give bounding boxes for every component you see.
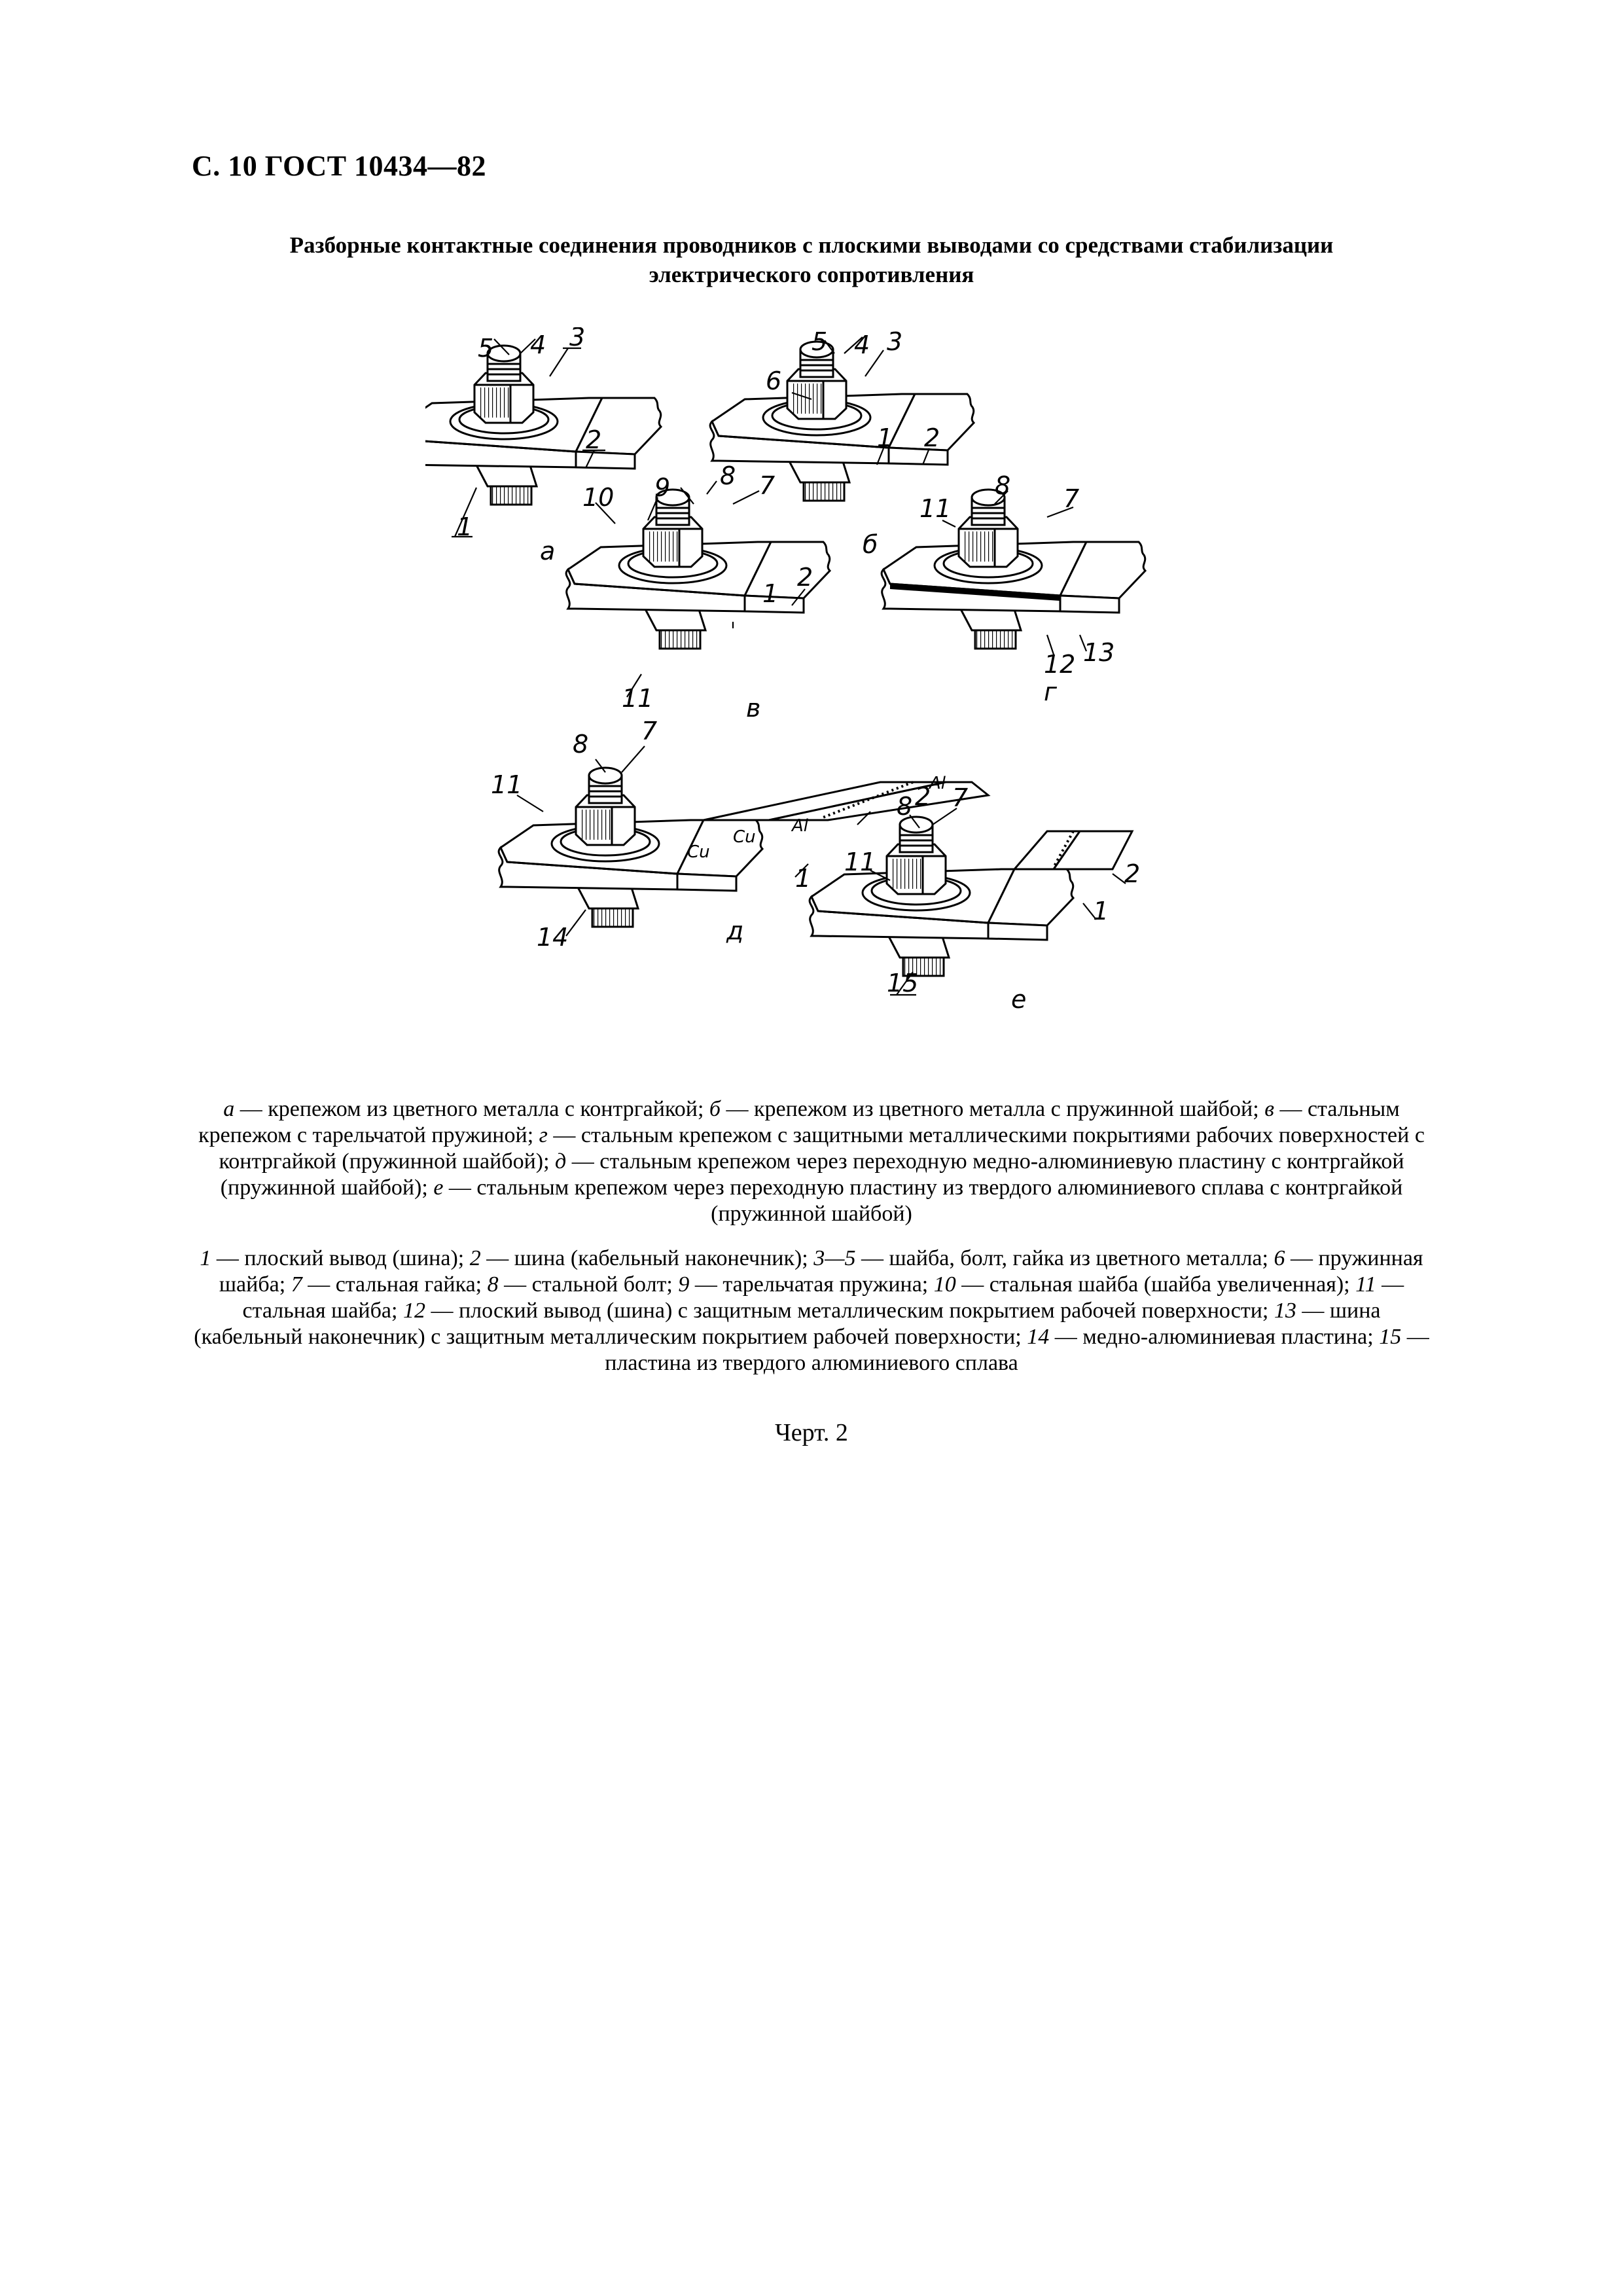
part-number-1-c: 1 [762, 579, 779, 608]
part-legend-key: 9 [678, 1272, 690, 1297]
part-legend-text: — стальная гайка; [302, 1272, 488, 1297]
part-number-7-e: 7 [641, 717, 658, 745]
view-caption-key: г [539, 1123, 548, 1147]
view-label-c: в [746, 694, 761, 723]
part-legend-text: — плоский вывод (шина) с защитным металлическим покрытием рабочей поверхности; [425, 1299, 1274, 1323]
part-number-7: 7 [759, 471, 776, 500]
part-number-8-f: 8 [897, 792, 913, 821]
view-caption-text: — крепежом из цветного металла с контргайкой; [234, 1097, 709, 1121]
view-label-d: г [1044, 677, 1057, 706]
part-number-3: 3 [569, 327, 586, 351]
part-number-4: 4 [530, 331, 546, 359]
view-caption-key: в [1264, 1097, 1274, 1121]
figure-title-line-2: электрического сопротивления [649, 262, 974, 287]
part-number-1: 1 [457, 512, 473, 541]
part-number-4-b: 4 [854, 331, 870, 359]
view-caption-key: б [709, 1097, 721, 1121]
view-label-b: б [863, 530, 878, 559]
part-legend-key: 7 [291, 1272, 302, 1297]
drawing-canvas [425, 327, 1211, 1047]
page-header: С. 10 ГОСТ 10434—82 [192, 150, 487, 182]
part-number-7-f: 7 [952, 783, 969, 812]
part-legend-key: 11 [1355, 1272, 1376, 1297]
part-number-14: 14 [537, 923, 569, 952]
part-number-10: 10 [582, 483, 615, 512]
part-legend-text: — шина (кабельный наконечник); [480, 1246, 814, 1270]
part-legend-key: 13 [1274, 1299, 1296, 1323]
part-number-8-e: 8 [573, 730, 589, 759]
part-number-2-b: 2 [924, 423, 940, 452]
part-legend-key: 2 [469, 1246, 481, 1270]
parts-legend [187, 1246, 1436, 1376]
material-mark-cu-1: Cu [687, 842, 710, 862]
technical-drawing [425, 327, 1211, 1047]
part-number-11-f: 11 [844, 848, 876, 876]
view-caption-text: — стальным крепежом через переходную медно-алюминиевую пластину с контргайкой (пружинной шайбой); [220, 1149, 1404, 1200]
part-number-5-b: 5 [812, 327, 828, 356]
part-legend-text: — шайба, болт, гайка из цветного металла; [855, 1246, 1274, 1270]
part-legend-key: 6 [1274, 1246, 1285, 1270]
part-number-2-c: 2 [797, 563, 813, 592]
part-number-9: 9 [654, 473, 671, 502]
figure-caption: Черт. 2 [775, 1419, 848, 1446]
material-mark-al-1: Al [792, 816, 809, 836]
part-number-1-b: 1 [877, 423, 893, 452]
figure-title [196, 230, 1427, 289]
part-legend-key: 12 [402, 1299, 425, 1323]
part-legend-key: 1 [200, 1246, 211, 1270]
part-number-1-e: 1 [795, 864, 812, 893]
part-legend-text: — шина (кабельный наконечник) с защитным металлическим покрытием рабочей поверхности; [194, 1299, 1381, 1349]
views-caption [187, 1096, 1436, 1227]
part-number-6: 6 [766, 367, 782, 395]
view-caption-key: е [433, 1175, 444, 1200]
part-legend-text: — пластина из твердого алюминиевого сплава [605, 1325, 1429, 1375]
material-mark-al-2: Al [929, 774, 946, 793]
part-number-2-e: 2 [915, 782, 931, 811]
part-number-11-d: 11 [919, 494, 952, 523]
part-number-2: 2 [586, 425, 602, 454]
view-label-e: д [726, 916, 744, 945]
view-caption-key: д [555, 1149, 567, 1174]
part-number-1-f: 1 [1093, 897, 1109, 925]
view-b [710, 342, 974, 501]
part-legend-key: 8 [487, 1272, 499, 1297]
part-number-12: 12 [1044, 650, 1076, 679]
part-legend-text: — пружинная шайба; [219, 1246, 1423, 1297]
part-number-15: 15 [887, 969, 919, 997]
view-label-a: а [540, 537, 556, 565]
part-number-13: 13 [1083, 638, 1115, 667]
part-legend-key: 10 [933, 1272, 956, 1297]
part-number-7-d: 7 [1063, 484, 1080, 513]
part-legend-text: — стальная шайба (шайба увеличенная); [955, 1272, 1356, 1297]
part-legend-text: — медно-алюминиевая пластина; [1049, 1325, 1380, 1349]
part-number-2-f: 2 [1124, 859, 1141, 888]
view-caption-text: — крепежом из цветного металла с пружинной шайбой; [721, 1097, 1265, 1121]
view-label-f: е [1011, 985, 1027, 1014]
part-legend-text: — стальной болт; [498, 1272, 679, 1297]
view-caption-text: — стальным крепежом с тарельчатой пружиной; [198, 1097, 1400, 1147]
view-a [425, 346, 661, 505]
part-legend-key: 14 [1027, 1325, 1050, 1349]
part-legend-key: 15 [1379, 1325, 1402, 1349]
part-legend-key: 3—5 [813, 1246, 856, 1270]
part-number-3-b: 3 [887, 327, 903, 356]
part-number-8-d: 8 [995, 471, 1011, 500]
part-legend-text: — плоский вывод (шина); [211, 1246, 470, 1270]
part-legend-text: — тарельчатая пружина; [689, 1272, 934, 1297]
part-number-11: 11 [622, 684, 654, 713]
part-number-11-e: 11 [491, 770, 523, 799]
view-caption-text: — стальным крепежом через переходную пластину из твердого алюминиевого сплава с контргайкой (пружинной шайбой) [443, 1175, 1403, 1226]
view-f [810, 817, 1132, 976]
part-number-5: 5 [478, 334, 494, 363]
part-legend-text: — стальная шайба; [242, 1272, 1404, 1323]
view-caption-text: — стальным крепежом с защитными металлическими покрытиями рабочих поверхностей с контргайкой (пружинной шайбой); [219, 1123, 1425, 1174]
figure-title-line-1: Разборные контактные соединения проводников с плоскими выводами со средствами стабилизации [289, 232, 1334, 258]
view-caption-key: а [223, 1097, 235, 1121]
part-number-8: 8 [720, 461, 736, 490]
material-mark-cu-2: Cu [733, 827, 756, 847]
